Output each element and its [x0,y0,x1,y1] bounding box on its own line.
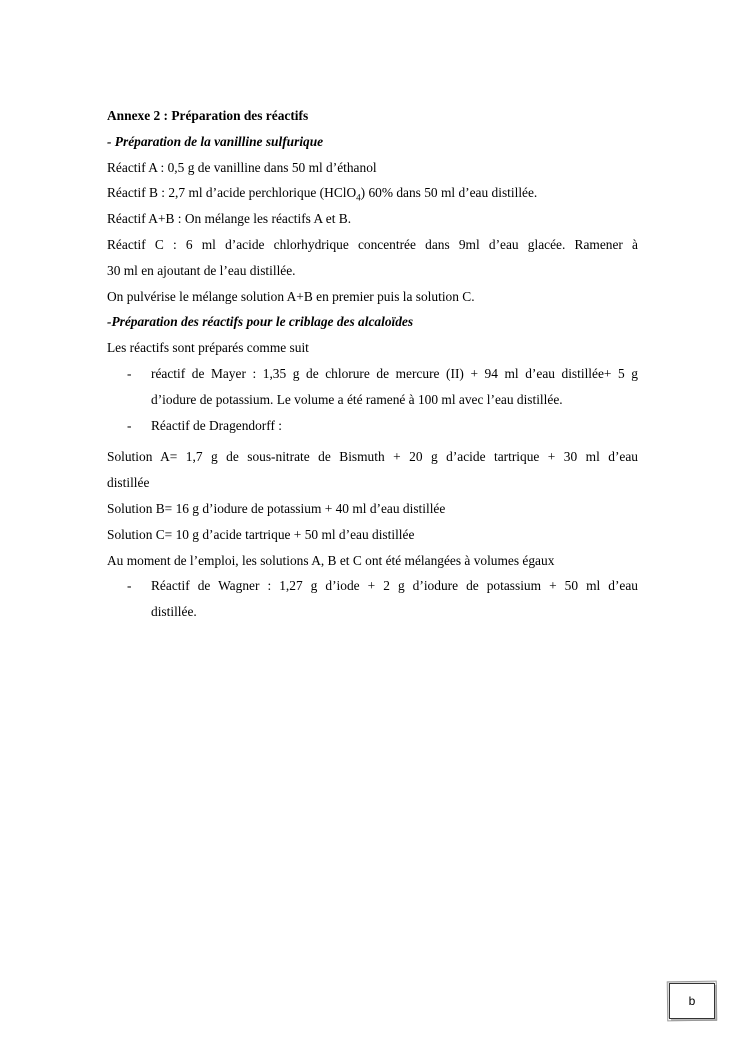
solution-b: Solution B= 16 g d’iodure de potassium + 40 ml d’eau distillée [107,500,446,516]
reactif-ab: Réactif A+B : On mélange les réactifs A et B. [107,211,352,227]
reactif-a: Réactif A : 0,5 g de vanilline dans 50 ml d’éthanol [107,159,377,175]
alcaloides-heading: -Préparation des réactifs pour le criblage des alcaloïdes [107,314,414,330]
reactif-b-text: Réactif B : 2,7 ml d’acide perchlorique (HClO [107,185,357,201]
solution-a-line2: distillée [107,475,150,491]
reactif-b-subscript: 4 [356,193,361,204]
bullet-dash: - [127,365,132,381]
mayer-line1: réactif de Mayer : 1,35 g de chlorure de mercure (II) + 94 ml d’eau distillée+ 5 g [151,365,638,381]
vanilline-heading: - Préparation de la vanilline sulfurique [107,133,324,149]
reactif-c-line1: Réactif C : 6 ml d’acide chlorhydrique concentrée dans 9ml d’eau glacée. Ramener à [107,236,638,252]
solution-c: Solution C= 10 g d’acide tartrique + 50 ml d’eau distillée [107,526,415,542]
list-item-wagner [107,573,638,625]
list-item-mayer [107,361,638,413]
list-item-dragendorff [107,413,638,439]
bullet-dash: - [127,578,132,594]
mayer-line2: d’iodure de potassium. Le volume a été ramené à 100 ml avec l’eau distillée. [151,391,563,407]
bullet-dash: - [127,417,132,433]
annex-title: Annexe 2 : Préparation des réactifs [107,108,309,123]
pulverise-text: On pulvérise le mélange solution A+B en premier puis la solution C. [107,288,475,304]
reactif-b-text-end: ) 60% dans 50 ml d’eau distillée. [360,185,538,201]
moment-emploi: Au moment de l’emploi, les solutions A, B et C ont été mélangées à volumes égaux [107,552,555,568]
wagner-line2: distillée. [151,604,197,620]
reactif-c-line2: 30 ml en ajoutant de l’eau distillée. [107,262,296,278]
alcaloides-intro: Les réactifs sont préparés comme suit [107,340,309,356]
dragendorff-label: Réactif de Dragendorff : [151,417,282,433]
page-number: b [688,994,696,1008]
page-number-box [669,983,715,1019]
reactif-b [107,180,638,206]
wagner-line1: Réactif de Wagner : 1,27 g d’iode + 2 g d’iodure de potassium + 50 ml d’eau [151,578,638,594]
document-body [107,103,638,625]
solution-a-line1: Solution A= 1,7 g de sous-nitrate de Bismuth + 20 g d’acide tartrique + 30 ml d’eau [107,449,638,465]
